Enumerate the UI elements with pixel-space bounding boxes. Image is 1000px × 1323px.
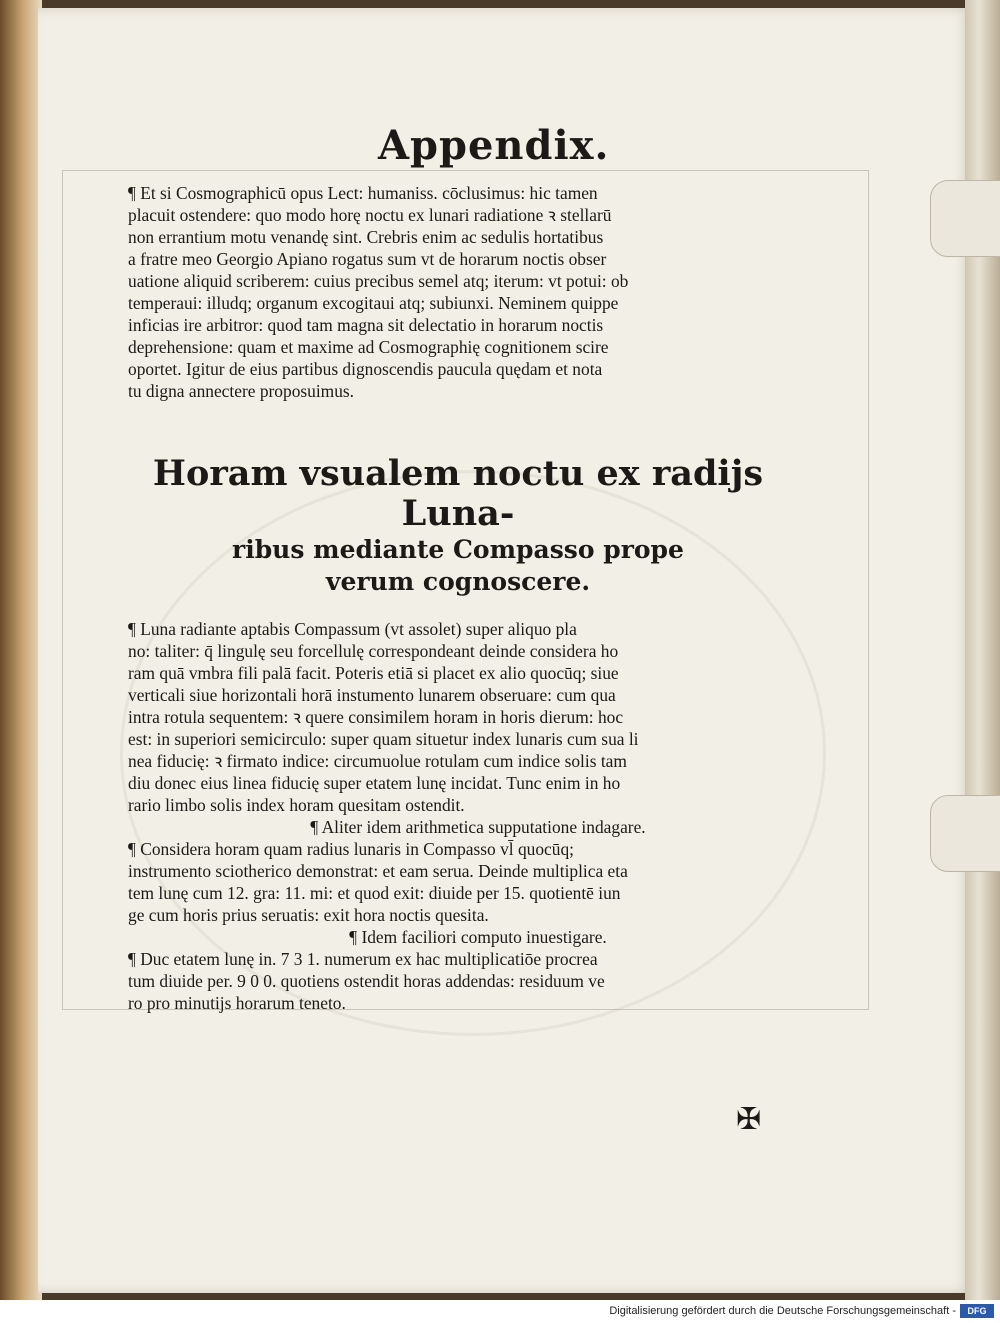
text-line: deprehensione: quam et maxime ad Cosmographię cognitionem scire [128, 337, 609, 357]
intro-paragraph [128, 182, 828, 402]
digitization-footer [0, 1300, 1000, 1323]
text-line: ge cum horis prius seruatis: exit hora noctis quesita. [128, 905, 489, 925]
text-line: diu donec eius linea fiducię super etatem lunę incidat. Tunc enim in ho [128, 773, 621, 793]
heading-line-3: verum cognoscere. [325, 567, 591, 596]
book-binding-edge [0, 0, 42, 1300]
text-line: verticali siue horizontali horā instumento lunarem obseruare: cum qua [128, 685, 616, 705]
section-heading [128, 454, 828, 598]
text-line: nea fiducię: ꝛ firmato indice: circumuolue rotulam cum indice solis tam [128, 751, 627, 771]
text-line: no: taliter: q̄ lingulę seu forcellulę correspondeant deinde considera ho [128, 641, 619, 661]
appendix-title: Appendix. [378, 122, 610, 169]
text-line: intra rotula sequentem: ꝛ quere consimilem horam in horis dierum: hoc [128, 707, 624, 727]
text-line: ¶ Luna radiante aptabis Compassum (vt assolet) super aliquo pla [128, 619, 577, 639]
heading-line-1: Horam vsualem noctu ex radijs Luna- [152, 453, 764, 534]
text-line: temperaui: illudq; organum excogitaui atq; subiunxi. Neminem quippe [128, 293, 619, 313]
dfg-logo: DFG [960, 1304, 994, 1318]
text-line: est: in superiori semicirculo: super quam situetur index lunaris cum sua li [128, 729, 639, 749]
text-line: ram quā vmbra fili palā facit. Poteris etiā si placet ex alio quocūq; siue [128, 663, 619, 683]
footer-credit: Digitalisierung gefördert durch die Deutsche Forschungsgemeinschaft - [609, 1305, 956, 1317]
page-clamp-bottom [930, 795, 1000, 872]
text-line: ¶ Considera horam quam radius lunaris in Compasso vl̄ quocūq; [128, 839, 574, 859]
text-line: tem lunę cum 12. gra: 11. mi: et quod exit: diuide per 15. quotientē iun [128, 883, 621, 903]
page-clamp-top [930, 180, 1000, 257]
text-line: inficias ire arbitror: quod tam magna sit delectatio in horarum noctis [128, 315, 604, 335]
heading-line-2: ribus mediante Compasso prope [232, 535, 684, 564]
text-line: ro pro minutijs horarum teneto. [128, 993, 346, 1013]
idem-line: ¶ Idem faciliori computo inuestigare. [349, 927, 607, 947]
text-line: placuit ostendere: quo modo horę noctu ex lunari radiatione ꝛ stellarū [128, 205, 612, 225]
text-line: oportet. Igitur de eius partibus dignoscendis paucula quędam et nota [128, 359, 603, 379]
page-text [128, 118, 828, 1014]
aliter-line: ¶ Aliter idem arithmetica supputatione indagare. [310, 817, 646, 837]
text-line: tum diuide per. 9 0 0. quotiens ostendit horas addendas: residuum ve [128, 971, 605, 991]
text-line: ¶ Duc etatem lunę in. 7 3 1. numerum ex hac multiplicatiōe procrea [128, 949, 598, 969]
body-paragraph [128, 618, 828, 1014]
text-line: tu digna annectere proposuimus. [128, 381, 355, 401]
text-line: uatione aliquid scriberem: cuius precibus semel atq; iterum: vt potui: ob [128, 271, 629, 291]
text-line: non errantium motu venandę sint. Crebris enim ac sedulis hortatibus [128, 227, 604, 247]
text-line: rario limbo solis index horam quesitam ostendit. [128, 795, 465, 815]
text-line: ¶ Et si Cosmographicū opus Lect: humaniss. cōclusimus: hic tamen [128, 183, 598, 203]
text-line: a fratre meo Georgio Apiano rogatus sum vt de horarum noctis obser [128, 249, 607, 269]
end-cross-icon: ✠ [736, 1102, 762, 1137]
text-line: instrumento sciotherico demonstrat: et eam serua. Deinde multiplica eta [128, 861, 628, 881]
